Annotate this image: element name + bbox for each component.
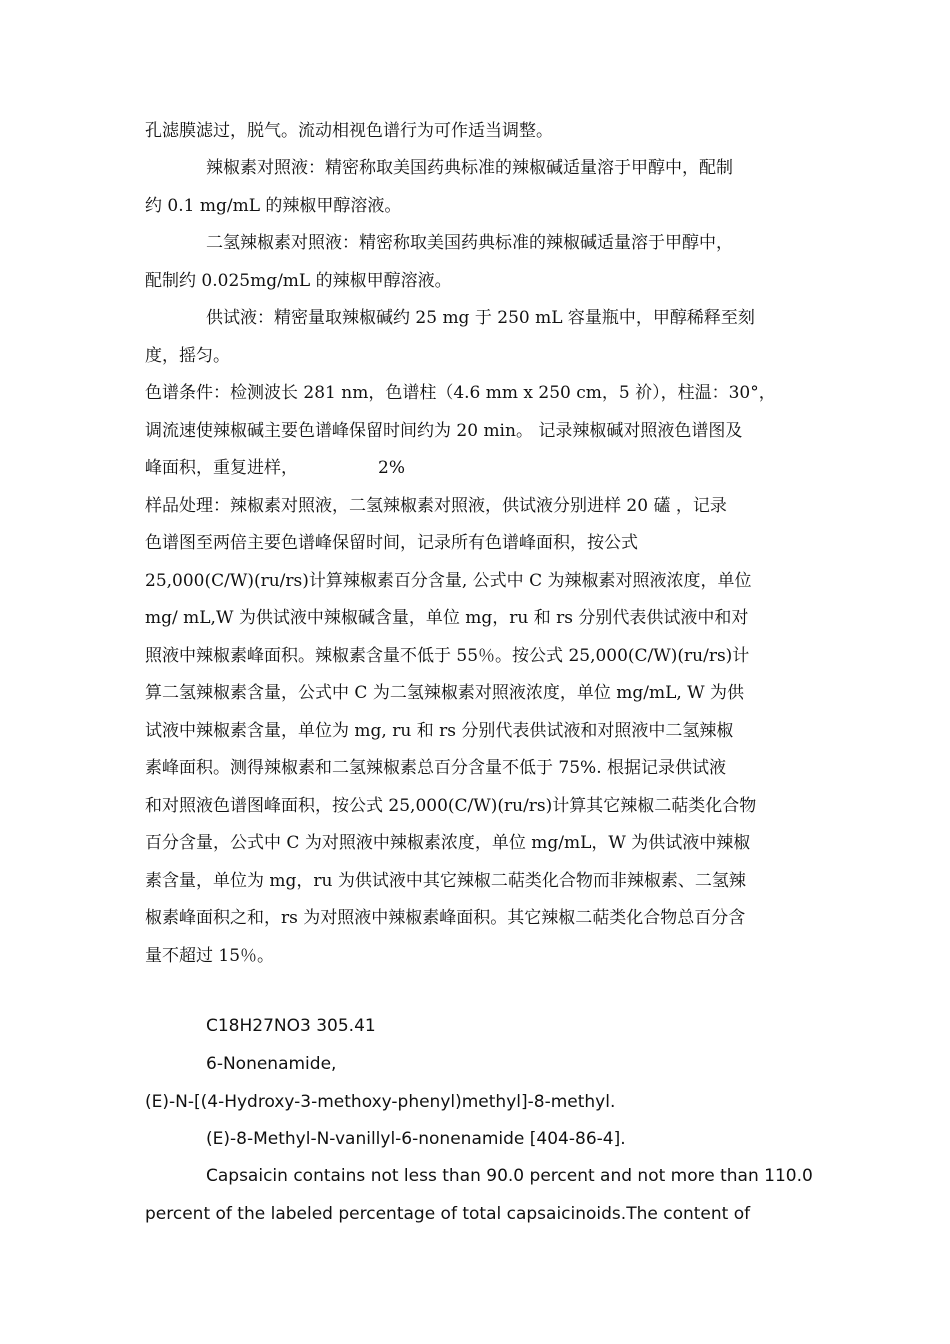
text-line: 色谱条件：检测波长 281 nm，色谱柱（4.6 mm x 250 cm，5 祄），柱温：30°， (145, 383, 776, 403)
text-line: 素峰面积。测得辣椒素和二氢辣椒素总百分含量不低于 75%. 根据记录供试液 (145, 758, 726, 778)
text-line: 素含量，单位为 mg，ru 为供试液中其它辣椒二萜类化合物而非辣椒素、二氢辣 (145, 871, 746, 891)
text-line: 25,000(C/W)(ru/rs)计算辣椒素百分含量, 公式中 C 为辣椒素对照液浓度，单位 (145, 571, 752, 591)
text-line: 色谱图至两倍主要色谱峰保留时间，记录所有色谱峰面积，按公式 (145, 533, 638, 553)
text-line: 椒素峰面积之和，rs 为对照液中辣椒素峰面积。其它辣椒二萜类化合物总百分含 (145, 908, 746, 928)
text-line: 供试液：精密量取辣椒碱约 25 mg 于 250 mL 容量瓶中，甲醇稀释至刻 (206, 308, 755, 328)
text-line (145, 457, 405, 479)
molecular-formula: C18H27NO3 305.41 (206, 1016, 376, 1036)
text-segment: 2% (378, 458, 405, 478)
text-line: 配制约 0.025mg/mL 的辣椒甲醇溶液。 (145, 271, 452, 291)
text-line: 照液中辣椒素峰面积。辣椒素含量不低于 55％。按公式 25,000(C/W)(ru/rs)计 (145, 646, 750, 666)
text-line: 调流速使辣椒碱主要色谱峰保留时间约为 20 min。 记录辣椒碱对照液色谱图及 (145, 421, 743, 441)
chemical-name: (E)-N-[(4-Hydroxy-3-methoxy-phenyl)methyl]-8-methyl. (145, 1092, 616, 1112)
text-line: 和对照液色谱图峰面积，按公式 25,000(C/W)(ru/rs)计算其它辣椒二萜类化合物 (145, 796, 757, 816)
text-segment: 峰面积，重复进样， (145, 458, 298, 478)
text-line: 量不超过 15％。 (145, 946, 275, 966)
text-line: 孔滤膜滤过，脱气。流动相视色谱行为可作适当调整。 (145, 121, 553, 141)
text-line: mg/ mL,W 为供试液中辣椒碱含量，单位 mg，ru 和 rs 分别代表供试液中和对 (145, 608, 749, 628)
text-line: 度，摇匀。 (145, 346, 230, 366)
text-line: 约 0.1 mg/mL 的辣椒甲醇溶液。 (145, 196, 402, 216)
text-line: percent of the labeled percentage of total capsaicinoids.The content of (145, 1204, 751, 1224)
text-line: 辣椒素对照液：精密称取美国药典标准的辣椒碱适量溶于甲醇中，配制 (206, 158, 733, 178)
text-line: 二氢辣椒素对照液：精密称取美国药典标准的辣椒碱适量溶于甲醇中， (206, 233, 733, 253)
text-line: 试液中辣椒素含量，单位为 mg, ru 和 rs 分别代表供试液和对照液中二氢辣椒 (145, 721, 734, 741)
chemical-name: 6-Nonenamide, (206, 1054, 337, 1074)
text-line: 样品处理：辣椒素对照液，二氢辣椒素对照液，供试液分别进样 20 礚 ，记录 (145, 496, 727, 516)
text-line: Capsaicin contains not less than 90.0 percent and not more than 110.0 (206, 1166, 813, 1186)
text-line: 百分含量，公式中 C 为对照液中辣椒素浓度，单位 mg/mL，W 为供试液中辣椒 (145, 833, 751, 853)
chemical-name: (E)-8-Methyl-N-vanillyl-6-nonenamide [404-86-4]. (206, 1129, 626, 1149)
text-line: 算二氢辣椒素含量，公式中 C 为二氢辣椒素对照液浓度，单位 mg/mL, W 为供 (145, 683, 745, 703)
